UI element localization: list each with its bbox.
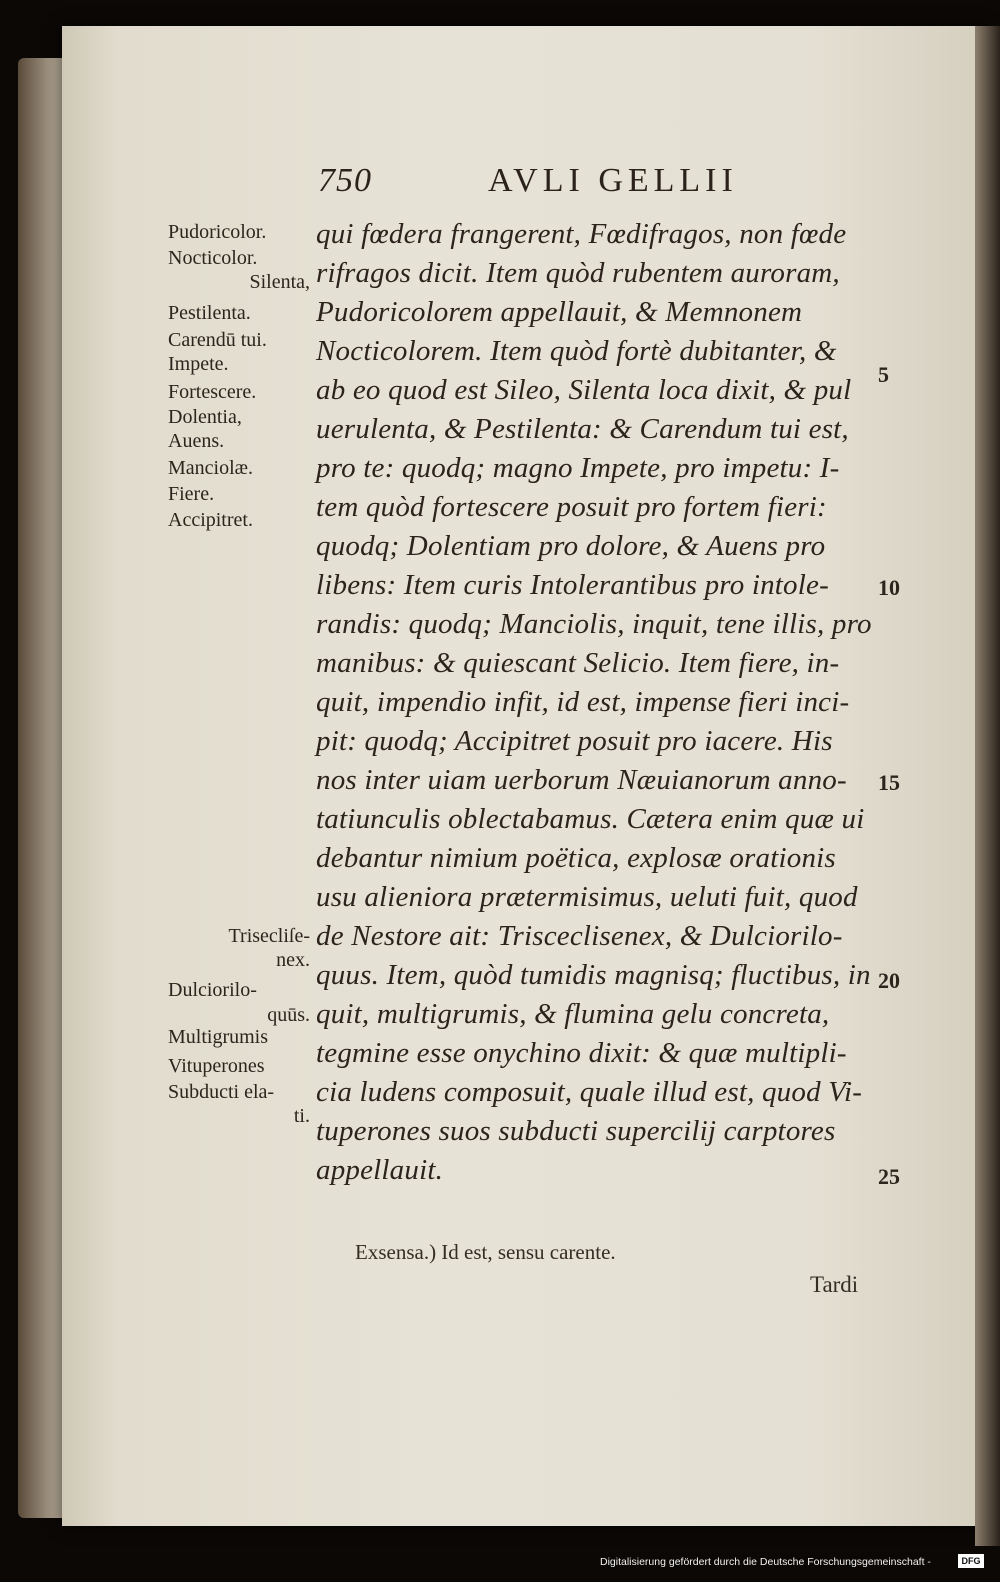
text-line: usu alieniora prætermisimus, ueluti fuit, quod <box>316 881 858 913</box>
text-line: tuperones suos subducti supercilij carptores <box>316 1115 836 1147</box>
margin-note: Pudoricolor. <box>168 221 267 243</box>
margin-note: Manciolæ. <box>168 457 253 479</box>
footnote: Exsensa.) Id est, sensu carente. <box>355 1240 616 1264</box>
text-line: ab eo quod est Sileo, Silenta loca dixit, & pul <box>316 374 852 406</box>
catchword: Tardi <box>810 1272 859 1297</box>
text-line: nos inter uiam uerborum Næuianorum anno- <box>316 764 847 796</box>
text-line: pit: quodq; Accipitret posuit pro iacere. His <box>316 725 833 757</box>
text-line: quit, impendio infit, id est, impense fieri inci- <box>316 686 850 718</box>
margin-note: Carendū tui. <box>168 329 267 351</box>
text-line: tegmine esse onychino dixit: & quæ multipli- <box>316 1037 847 1069</box>
line-number: 20 <box>878 968 900 993</box>
margin-note: Auens. <box>168 430 225 452</box>
text-line: appellauit. <box>316 1154 444 1186</box>
margin-note: Subducti ela- <box>168 1081 275 1103</box>
margin-note: Accipitret. <box>168 509 253 531</box>
book-gutter-shadow <box>975 26 1000 1546</box>
margin-note: Multigrumis <box>168 1026 269 1048</box>
margin-note: Dulciorilo- <box>168 979 257 1001</box>
margin-note: Trisecliſe- <box>228 925 310 947</box>
margin-note: ti. <box>293 1105 310 1127</box>
margin-note: Silenta, <box>249 271 310 293</box>
text-line: Nocticolorem. Item quòd fortè dubitanter, & <box>316 335 837 367</box>
text-line: quus. Item, quòd tumidis magnisq; fluctibus, in <box>316 959 871 991</box>
text-line: cia ludens composuit, quale illud est, quod Vi- <box>316 1076 863 1108</box>
text-line: libens: Item curis Intolerantibus pro intole- <box>316 569 829 601</box>
text-line: randis: quodq; Manciolis, inquit, tene illis, pro <box>316 608 872 640</box>
text-line: tatiunculis oblectabamus. Cætera enim quæ ui <box>316 803 865 835</box>
margin-note: Pestilenta. <box>168 302 251 324</box>
text-line: quodq; Dolentiam pro dolore, & Auens pro <box>316 530 826 562</box>
line-number: 10 <box>878 575 900 600</box>
text-line: Pudoricolorem appellauit, & Memnonem <box>316 296 803 328</box>
digitization-credit: Digitalisierung gefördert durch die Deutsche Forschungsgemeinschaft - <box>600 1556 931 1568</box>
text-line: tem quòd fortescere posuit pro fortem fieri: <box>316 491 827 523</box>
line-number: 5 <box>878 362 889 387</box>
text-line: debantur nimium poëtica, explosæ orationis <box>316 842 836 874</box>
text-line: qui fœdera frangerent, Fœdifragos, non fœde <box>316 218 847 250</box>
line-number: 25 <box>878 1164 900 1189</box>
margin-note: Vituperones <box>168 1055 265 1077</box>
text-line: quit, multigrumis, & flumina gelu concreta, <box>316 998 830 1030</box>
margin-note: Dolentia, <box>168 406 242 428</box>
text-line: uerulenta, & Pestilenta: & Carendum tui est, <box>316 413 849 445</box>
text-line: manibus: & quiescant Selicio. Item fiere, in- <box>316 647 840 679</box>
margin-note: nex. <box>276 949 310 971</box>
margin-note: Nocticolor. <box>168 247 258 269</box>
text-line: de Nestore ait: Trisceclisenex, & Dulciorilo- <box>316 920 843 952</box>
margin-note: quūs. <box>267 1004 310 1026</box>
margin-note: Fiere. <box>168 483 215 505</box>
text-line: rifragos dicit. Item quòd rubentem auroram, <box>316 257 840 289</box>
running-head: AVLI GELLII <box>488 162 738 199</box>
line-number: 15 <box>878 770 900 795</box>
page-number: 750 <box>318 162 372 199</box>
margin-note: Fortescere. <box>168 381 257 403</box>
text-line: pro te: quodq; magno Impete, pro impetu: I- <box>316 452 840 484</box>
margin-note: Impete. <box>168 353 229 375</box>
dfg-logo: DFG <box>958 1554 984 1568</box>
page-header <box>0 162 1000 212</box>
